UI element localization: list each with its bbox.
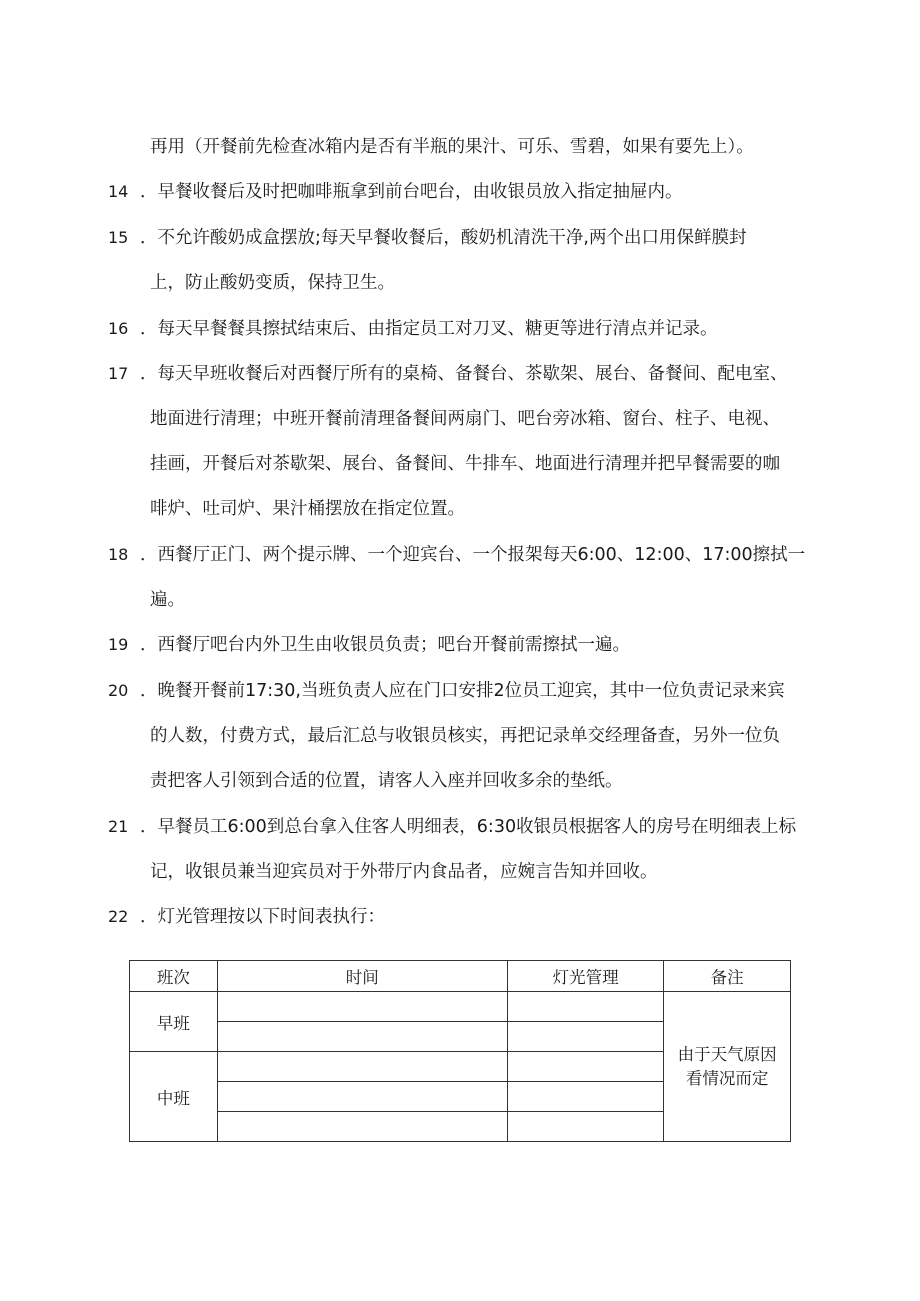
text-line: 记，收银员兼当迎宾员对于外带厅内食品者，应婉言告知并回收。 [150, 862, 658, 882]
item-number: 21 [108, 817, 129, 836]
table-row [130, 992, 791, 1022]
time-cell [217, 1052, 507, 1082]
text-line: 的人数，付费方式，最后汇总与收银员核实，再把记录单交经理备查，另外一位负 [150, 726, 780, 746]
text-line: 遍。 [150, 590, 185, 610]
text-line: ．灯光管理按以下时间表执行： [140, 907, 385, 927]
item-number: 17 [108, 364, 129, 383]
item-number: 20 [108, 681, 129, 700]
text-line: ．西餐厅吧台内外卫生由收银员负责；吧台开餐前需擦拭一遍。 [140, 635, 630, 655]
text-line: 挂画，开餐后对茶歇架、展台、备餐间、牛排车、地面进行清理并把早餐需要的咖 [150, 454, 780, 474]
text-line: ．每天早餐餐具擦拭结束后、由指定员工对刀叉、糖更等进行清点并记录。 [140, 319, 718, 339]
shift-middle-cell: 中班 [130, 1052, 218, 1142]
lighting-cell [507, 1112, 664, 1142]
shift-morning-cell: 早班 [130, 992, 218, 1052]
text-line: 再用（开餐前先检查冰箱内是否有半瓶的果汁、可乐、雪碧，如果有要先上）。 [150, 137, 754, 157]
time-cell [217, 1112, 507, 1142]
lighting-cell [507, 1082, 664, 1112]
text-line: 上，防止酸奶变质，保持卫生。 [150, 273, 395, 293]
text-line: ．早餐收餐后及时把咖啡瓶拿到前台吧台，由收银员放入指定抽屉内。 [140, 182, 683, 202]
time-cell [217, 992, 507, 1022]
lighting-cell [507, 992, 664, 1022]
item-number: 16 [108, 319, 129, 338]
header-lighting: 灯光管理 [507, 961, 664, 992]
item-number: 15 [108, 228, 129, 247]
lighting-schedule-table [129, 960, 791, 1142]
text-line: ．西餐厅正门、两个提示牌、一个迎宾台、一个报架每天6:00、12:00、17:00擦拭一 [140, 545, 806, 565]
table-header-row [130, 961, 791, 992]
header-remark: 备注 [664, 961, 791, 992]
lighting-cell [507, 1022, 664, 1052]
text-line: ．晚餐开餐前17:30,当班负责人应在门口安排2位员工迎宾，其中一位负责记录来宾 [140, 681, 785, 701]
header-time: 时间 [217, 961, 507, 992]
text-line: 啡炉、吐司炉、果汁桶摆放在指定位置。 [150, 499, 465, 519]
text-line: 地面进行清理；中班开餐前清理备餐间两扇门、吧台旁冰箱、窗台、柱子、电视、 [150, 409, 780, 429]
text-line: ．早餐员工6:00到总台拿入住客人明细表，6:30收银员根据客人的房号在明细表上标 [140, 817, 797, 837]
time-cell [217, 1022, 507, 1052]
item-number: 19 [108, 635, 129, 654]
item-number: 18 [108, 545, 129, 564]
header-shift: 班次 [130, 961, 218, 992]
remark-line: 由于天气原因 [677, 1044, 777, 1064]
remark-line: 看情况而定 [685, 1068, 769, 1088]
text-line: 责把客人引领到合适的位置，请客人入座并回收多余的垫纸。 [150, 771, 623, 791]
time-cell [217, 1082, 507, 1112]
remark-cell [664, 992, 791, 1142]
lighting-cell [507, 1052, 664, 1082]
item-number: 22 [108, 907, 129, 926]
text-line: ．不允许酸奶成盒摆放;每天早餐收餐后，酸奶机清洗干净,两个出口用保鲜膜封 [140, 228, 747, 248]
item-number: 14 [108, 182, 129, 201]
text-line: ．每天早班收餐后对西餐厅所有的桌椅、备餐台、茶歇架、展台、备餐间、配电室、 [140, 364, 788, 384]
